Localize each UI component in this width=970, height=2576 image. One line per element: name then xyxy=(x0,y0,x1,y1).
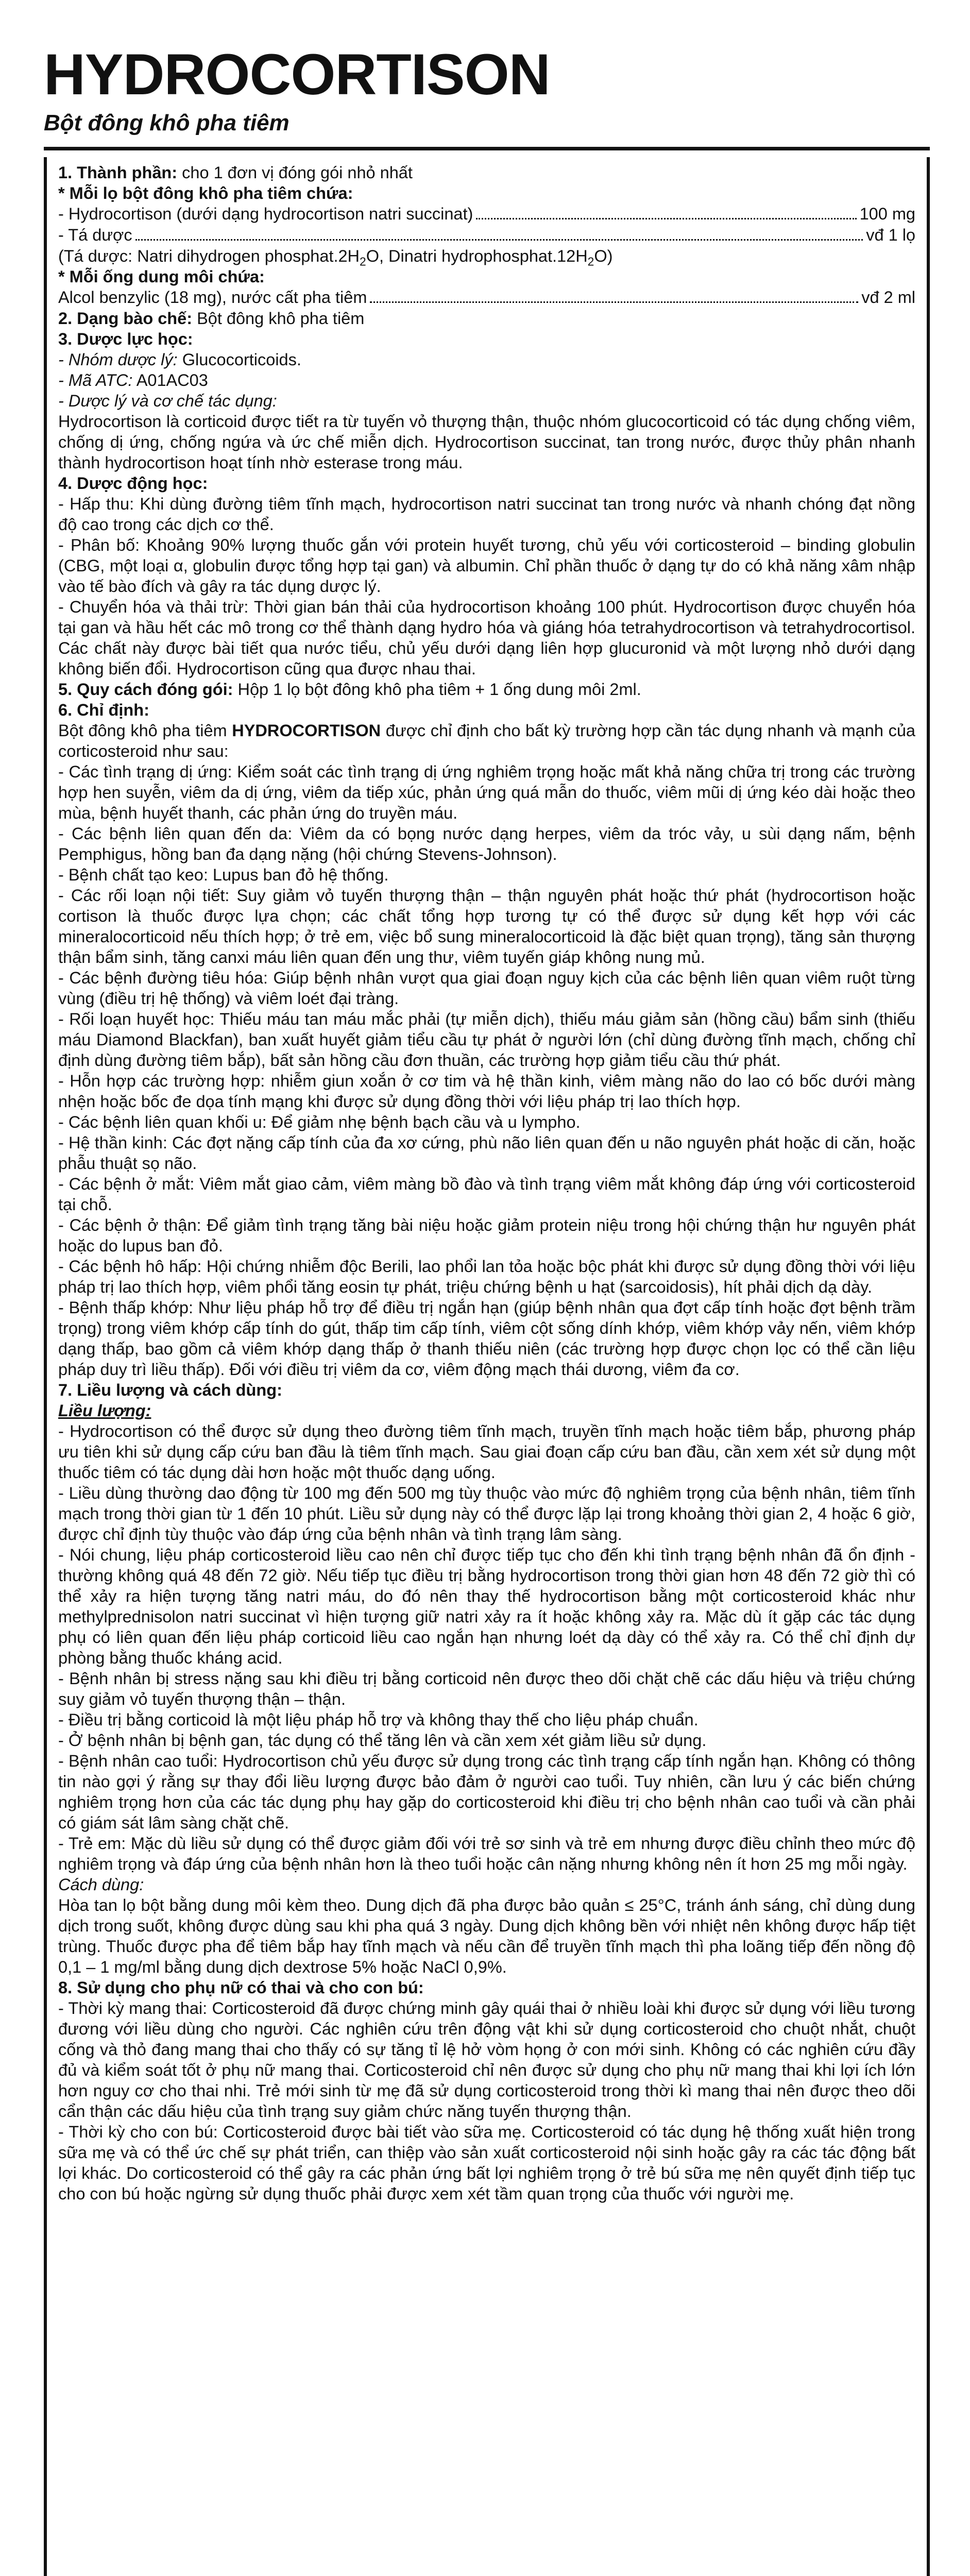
dosage-item: - Bệnh nhân bị stress nặng sau khi điều trị bằng corticoid nên được theo dõi chặt chẽ các dấu hiệu và triệu chứng suy giảm vỏ tuyến thượng thận – thận. xyxy=(58,1669,915,1708)
vial-composition-label: * Mỗi lọ bột đông khô pha tiêm chứa: xyxy=(58,184,353,202)
absorption-text: - Hấp thu: Khi dùng đường tiêm tĩnh mạch, hydrocortison natri succinat tan trong nước và nhanh chóng đạt nồng độ cao trong các dịch cơ thể. xyxy=(58,495,915,534)
solvent-row xyxy=(58,287,915,308)
dosage-item: - Điều trị bằng corticoid là một liệu pháp hỗ trợ và không thay thế cho liệu pháp chuẩn. xyxy=(58,1710,699,1729)
indication-item: - Các bệnh liên quan khối u: Để giảm nhẹ bệnh bạch cầu và u lympho. xyxy=(58,1113,581,1131)
section-heading: 4. Dược động học: xyxy=(58,474,208,493)
dosage-item: - Hydrocortison có thể được sử dụng theo đường tiêm tĩnh mạch, truyền tĩnh mạch hoặc tiêm bắp, phương pháp ưu tiên khi sử dụng cấp cứu ban đầu là tiêm tĩnh mạch. Sau giai đoạn cấp cứu ban đầu, cần xem xét sử dụng một thuốc tiêm có tác dụng dài hơn hoặc một thuốc dạng uống. xyxy=(58,1422,915,1482)
active-ingredient-label: - Hydrocortison (dưới dạng hydrocortison natri succinat) xyxy=(58,205,473,223)
section-heading: 2. Dạng bào chế: xyxy=(58,309,193,328)
indications-intro xyxy=(58,720,915,761)
subscript: 2 xyxy=(587,255,594,268)
section-heading: 1. Thành phần: xyxy=(58,163,178,182)
intro-text: được chỉ định cho bất kỳ trường hợp cần tác dụng nhanh và mạnh của corticosteroid như sau: xyxy=(58,721,915,760)
section-heading: 7. Liều lượng và cách dùng: xyxy=(58,1381,282,1399)
field-text: Glucocorticoids. xyxy=(177,350,301,369)
section-text: Hộp 1 lọ bột đông khô pha tiêm + 1 ống dung môi 2ml. xyxy=(233,680,641,699)
indication-item: - Các bệnh ở mắt: Viêm mắt giao cảm, viêm màng bồ đào và tình trạng viêm mắt không đáp ứng với corticosteroid tại chỗ. xyxy=(58,1175,915,1214)
pharmacologic-group xyxy=(58,349,915,370)
excipient-detail-text: O, Dinatri hydrophosphat.12H xyxy=(366,247,588,265)
excipient-value: vđ 1 lọ xyxy=(866,226,915,244)
mechanism-text: Hydrocortison là corticoid được tiết ra từ tuyến vỏ thượng thận, thuộc nhóm glucocorticoid có tác dụng chống viêm, chống dị ứng, chống ngứa và ức chế miễn dịch. Hydrocortison succinat, tan trong nước, được thủy phân nhanh thành hydrocortison hoạt tính nhờ esterase trong máu. xyxy=(58,412,915,472)
intro-text: Bột đông khô pha tiêm xyxy=(58,721,232,740)
section-heading: 8. Sử dụng cho phụ nữ có thai và cho con bú: xyxy=(58,1978,424,1997)
solvent-value: vđ 2 ml xyxy=(861,288,915,307)
section-packaging xyxy=(58,679,915,700)
indication-item: - Bệnh thấp khớp: Như liệu pháp hỗ trợ để điều trị ngắn hạn (giúp bệnh nhân qua đợt cấp tính hoặc đợt bệnh trầm trọng) trong viêm khớp cấp tính do gút, thấp tim cấp tính, viêm cột sống dính khớp, viêm khớp vảy nến, viêm khớp dạng thấp, bao gồm cả viêm khớp dạng thấp ở thanh thiếu niên (các trường hợp được chọn lọc có thể cần liệu pháp duy trì liều thấp). Đối với điều trị viêm da cơ, viêm động mạch thái dương, viêm đa cơ. xyxy=(58,1298,915,1379)
section-heading: 5. Quy cách đóng gói: xyxy=(58,680,233,699)
dosage-item: - Trẻ em: Mặc dù liều sử dụng có thể được giảm đối với trẻ sơ sinh và trẻ em nhưng được điều chỉnh theo mức độ nghiêm trọng và đáp ứng của bệnh nhân hơn là theo tuổi hoặc cân nặng nhưng không nên ít hơn 25 mg mỗi ngày. xyxy=(58,1834,915,1873)
section-text: cho 1 đơn vị đóng gói nhỏ nhất xyxy=(177,163,413,182)
ampoule-composition-label: * Mỗi ống dung môi chứa: xyxy=(58,267,265,286)
indication-item: - Các tình trạng dị ứng: Kiểm soát các tình trạng dị ứng nghiêm trọng hoặc mất khả năng chữa trị trong các trường hợp hen suyễn, viêm da dị ứng, viêm da tiếp xúc, phản ứng quá mẫn do thuốc, viêm mũi dị ứng kéo dài hoặc theo mùa, bệnh huyết thanh, các phản ứng do truyền máu. xyxy=(58,762,915,822)
leaflet-body xyxy=(44,157,930,2576)
active-ingredient-value: 100 mg xyxy=(859,205,915,223)
active-ingredient-row xyxy=(58,204,915,225)
dot-leader xyxy=(476,218,856,219)
dosage-item: - Nói chung, liệu pháp corticosteroid liều cao nên chỉ được tiếp tục cho đến khi tình trạng bệnh nhân đã ổn định - thường không quá 48 đến 72 giờ. Nếu tiếp tục điều trị bằng hydrocortison trong thời gian hơn 48 đến 72 giờ thì có thể xảy ra hiện tượng tăng natri máu, do đó nên thay thế hydrocortison bằng một corticosteroid khác như methylprednisolon natri succinat vì hiện tượng giữ natri xảy ra ít hoặc không xảy ra. Mặc dù ít gặp các tác dụng phụ có liên quan đến liệu pháp corticoid liều cao ngắn hạn nhưng loét dạ dày có thể xảy ra. Có thể chỉ định dự phòng bằng thuốc kháng acid. xyxy=(58,1546,915,1667)
indication-item: - Các bệnh ở thận: Để giảm tình trạng tăng bài niệu hoặc giảm protein niệu trong hội chứng thận hư nguyên phát hoặc do lupus ban đỏ. xyxy=(58,1216,915,1255)
distribution-text: - Phân bố: Khoảng 90% lượng thuốc gắn với protein huyết tương, chủ yếu với corticosteroid – binding globulin (CBG, một loại α, globulin được tổng hợp tại gan) và albumin. Chỉ phần thuốc ở dạng tự do có khả năng xâm nhập vào tế bào đích và gây ra tác dụng dược lý. xyxy=(58,536,915,596)
field-label: - Nhóm dược lý: xyxy=(58,350,178,369)
indication-item: - Hỗn hợp các trường hợp: nhiễm giun xoắn ở cơ tim và hệ thần kinh, viêm màng não do lao có bốc dưới màng nhện hoặc bốc đe dọa tính mạng khi được sử dụng đồng thời với liệu pháp trị lao thích hợp. xyxy=(58,1072,915,1111)
metabolism-text: - Chuyển hóa và thải trừ: Thời gian bán thải của hydrocortison khoảng 100 phút. Hydrocortison được chuyển hóa tại gan và hầu hết các mô trong cơ thể thành dạng hydro hóa và giáng hóa tetrahydrocortison và tetrahydrocortisol. Các chất này được bài tiết qua nước tiểu, chủ yếu dưới dạng liên hợp glucuronid và một lượng nhỏ dưới dạng không biến đổi. Hydrocortison cũng qua được nhau thai. xyxy=(58,598,915,678)
dosage-item: - Bệnh nhân cao tuổi: Hydrocortison chủ yếu được sử dụng trong các tình trạng cấp tính ngắn hạn. Không có thông tin nào gợi ý rằng sự thay đổi liều lượng được bảo đảm ở người cao tuổi. Tuy nhiên, cần lưu ý các biến chứng nghiêm trọng hơn của các tác dụng phụ hay gặp do corticosteroid khi điều trị cho bệnh nhân cao tuổi và cần phải có giám sát lâm sàng chặt chẽ. xyxy=(58,1752,915,1832)
dosage-item: - Ở bệnh nhân bị bệnh gan, tác dụng có thể tăng lên và cần xem xét giảm liều sử dụng. xyxy=(58,1731,707,1750)
section-heading: 6. Chỉ định: xyxy=(58,701,149,719)
indication-item: - Các bệnh liên quan đến da: Viêm da có bọng nước dạng herpes, viêm da tróc vảy, u sùi dạng nấm, bệnh Pemphigus, hồng ban đa dạng nặng (hội chứng Stevens-Johnson). xyxy=(58,824,915,863)
dot-leader xyxy=(370,301,858,303)
dot-leader xyxy=(135,239,863,241)
excipient-row xyxy=(58,225,915,246)
usage-text: Hòa tan lọ bột bằng dung môi kèm theo. Dung dịch đã pha được bảo quản ≤ 25°C, tránh ánh sáng, chỉ dùng dung dịch trong suốt, không được dùng sau khi pha quá 3 ngày. Dung dịch không bền với nhiệt nên không được hấp tiệt trùng. Thuốc được pha để tiêm bắp hay tĩnh mạch và nếu cần để truyền tĩnh mạch thì pha loãng tiếp đến nồng độ 0,1 – 1 mg/ml bằng dung dịch dextrose 5% hoặc NaCl 0,9%. xyxy=(58,1896,915,1976)
field-label: - Mã ATC: xyxy=(58,371,133,389)
indication-item: - Các bệnh đường tiêu hóa: Giúp bệnh nhân vượt qua giai đoạn nguy kịch của các bệnh liên quan viêm ruột từng vùng (điều trị hệ thống) và viêm loét đại tràng. xyxy=(58,969,915,1008)
indication-item: - Bệnh chất tạo keo: Lupus ban đỏ hệ thống. xyxy=(58,866,389,884)
mechanism-label: - Dược lý và cơ chế tác dụng: xyxy=(58,392,277,410)
lactation-text: - Thời kỳ cho con bú: Corticosteroid được bài tiết vào sữa mẹ. Corticosteroid có tác dụng hệ thống xuất hiện trong sữa mẹ và có thể ức chế sự phát triển, can thiệp vào sản xuất corticosteroid nội sinh hoặc gây ra các tác động bất lợi khác. Do corticosteroid có thể gây ra các phản ứng bất lợi nghiêm trọng ở trẻ bú sữa mẹ nên quyết định tiếp tục cho con bú hoặc ngừng sử dụng thuốc phải được xem xét tầm quan trọng của thuốc với người mẹ. xyxy=(58,2123,915,2203)
subscript: 2 xyxy=(360,255,366,268)
header xyxy=(44,44,930,150)
excipient-detail xyxy=(58,246,915,266)
excipient-label: - Tá dược xyxy=(58,226,132,244)
section-composition xyxy=(58,162,915,183)
atc-code xyxy=(58,370,915,391)
pregnancy-text: - Thời kỳ mang thai: Corticosteroid đã được chứng minh gây quái thai ở nhiều loài khi được sử dụng với liều tương đương với liều dùng cho người. Các nghiên cứu trên động vật khi sử dụng corticosteroid cho chuột nhắt, chuột cống và thỏ đang mang thai cho thấy có sự tăng tỉ lệ hở vòm họng ở con mới sinh. Không có các nghiên cứu đầy đủ và kiểm soát tốt ở phụ nữ mang thai. Corticosteroid chỉ nên được sử dụng cho phụ nữ mang thai khi lợi ích lớn hơn nguy cơ cho thai nhi. Trẻ mới sinh từ mẹ đã sử dụng corticosteroid trong thời kì mang thai nên được theo dõi cẩn thận các dấu hiệu của tình trạng suy giảm chức năng tuyến thượng thận. xyxy=(58,1999,915,2121)
indication-item: - Các bệnh hô hấp: Hội chứng nhiễm độc Berili, lao phổi lan tỏa hoặc bộc phát khi được sử dụng đồng thời với liệu pháp trị lao thích hợp, viêm phổi tăng eosin tự phát, triệu chứng bệnh u hạt (sarcoidosis), hít phải dịch dạ dày. xyxy=(58,1257,915,1296)
indication-item: - Các rối loạn nội tiết: Suy giảm vỏ tuyến thượng thận – thận nguyên phát hoặc thứ phát (hydrocortison hoặc cortison là thuốc được lựa chọn; các chất tổng hợp tương tự có thể được sử dụng kết hợp với các mineralocorticoid nếu thích hợp; ở trẻ em, việc bổ sung mineralocorticoid là đặc biệt quan trọng), tăng sản thượng thận bẩm sinh, tăng canxi máu liên quan đến ung thư, viêm tuyến giáp không nung mủ. xyxy=(58,886,915,967)
indication-item: - Rối loạn huyết học: Thiếu máu tan máu mắc phải (tự miễn dịch), thiếu máu giảm sản (hồng cầu) bẩm sinh (thiếu máu Diamond Blackfan), ban xuất huyết giảm tiểu cầu tự phát ở người lớn (chỉ dùng đường tĩnh mạch, chống chỉ định dùng đường tiêm bắp), bất sản hồng cầu đơn thuần, các trường hợp giảm tiểu cầu thứ phát. xyxy=(58,1010,915,1070)
brand-name: HYDROCORTISON xyxy=(232,721,381,740)
product-title: HYDROCORTISON xyxy=(44,42,550,107)
section-dosage-form xyxy=(58,308,915,329)
dosage-label: Liều lượng: xyxy=(58,1401,151,1420)
section-heading: 3. Dược lực học: xyxy=(58,330,193,348)
solvent-label: Alcol benzylic (18 mg), nước cất pha tiêm xyxy=(58,288,367,307)
usage-label: Cách dùng: xyxy=(58,1875,144,1894)
excipient-detail-text: O) xyxy=(594,247,613,265)
dosage-item: - Liều dùng thường dao động từ 100 mg đến 500 mg tùy thuộc vào mức độ nghiêm trọng của bệnh nhân, tiêm tĩnh mạch trong thời gian từ 1 đến 10 phút. Liều sử dụng này có thể được lặp lại trong khoảng thời gian 2, 4 hoặc 6 giờ, được chỉ định tùy thuộc vào đáp ứng của bệnh nhân và tình trạng lâm sàng. xyxy=(58,1484,915,1544)
section-text: Bột đông khô pha tiêm xyxy=(192,309,365,328)
product-subtitle: Bột đông khô pha tiêm xyxy=(44,110,290,135)
indication-item: - Hệ thần kinh: Các đợt nặng cấp tính của đa xơ cứng, phù não liên quan đến u não nguyên phát hoặc di căn, hoặc phẫu thuật sọ não. xyxy=(58,1133,915,1173)
field-text: A01AC03 xyxy=(132,371,208,389)
excipient-detail-text: (Tá dược: Natri dihydrogen phosphat.2H xyxy=(58,247,360,265)
